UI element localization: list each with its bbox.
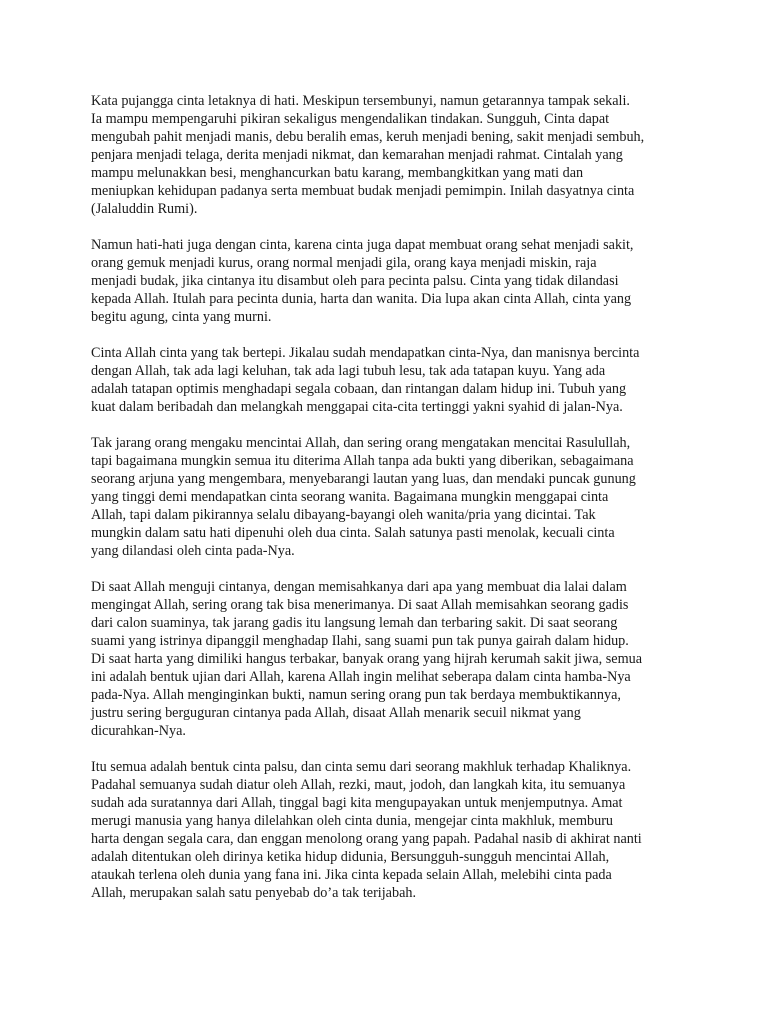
text-line: mungkin dalam satu hati dipenuhi oleh dua cinta. Salah satunya pasti menolak, kecuali cinta bbox=[91, 525, 615, 541]
text-line: begitu agung, cinta yang murni. bbox=[91, 309, 272, 325]
text-line: dari calon suaminya, tak jarang gadis itu langsung lemah dan terbaring sakit. Di saat seorang bbox=[91, 615, 618, 631]
text-line: dicurahkan-Nya. bbox=[91, 723, 186, 739]
text-line: mampu melunakkan besi, menghancurkan batu karang, membangkitkan yang mati dan bbox=[91, 165, 584, 181]
text-line: Kata pujangga cinta letaknya di hati. Meskipun tersembunyi, namun getarannya tampak sekali. bbox=[91, 93, 630, 109]
text-line: yang tinggi demi mendapatkan cinta seorang wanita. Bagaimana mungkin menggapai cinta bbox=[91, 489, 609, 505]
text-line: pada-Nya. Allah menginginkan bukti, namun sering orang pun tak berdaya membuktikannya, bbox=[91, 687, 621, 703]
text-line: orang gemuk menjadi kurus, orang normal menjadi gila, orang kaya menjadi miskin, raja bbox=[91, 255, 597, 271]
text-line: Allah, tapi dalam pikirannya selalu dibayang-bayangi oleh wanita/pria yang dicintai. Tak bbox=[91, 507, 596, 523]
text-line: seorang arjuna yang mengembara, menyebarangi lautan yang luas, dan mendaki puncak gunung bbox=[91, 471, 636, 487]
text-line: tapi bagaimana mungkin semua itu diterima Allah tanpa ada bukti yang diberikan, sebagaimana bbox=[91, 453, 634, 469]
text-line: penjara menjadi telaga, derita menjadi nikmat, dan kemarahan menjadi rahmat. Cintalah yang bbox=[91, 147, 623, 163]
document-page bbox=[91, 92, 701, 920]
text-line: Di saat Allah menguji cintanya, dengan memisahkanya dari apa yang membuat dia lalai dalam bbox=[91, 579, 627, 595]
paragraph-5 bbox=[91, 578, 701, 740]
text-line: adalah tatapan optimis menghadapi segala cobaan, dan rintangan dalam hidup ini. Tubuh yang bbox=[91, 381, 627, 397]
text-line: meniupkan kehidupan padanya serta membuat budak menjadi pemimpin. Inilah dasyatnya cinta bbox=[91, 183, 635, 199]
text-line: ini adalah bentuk ujian dari Allah, karena Allah ingin melihat seberapa dalam cinta hamba-Nya bbox=[91, 669, 631, 685]
text-line: adalah ditentukan oleh dirinya ketika hidup didunia, Bersungguh-sungguh mencintai Allah, bbox=[91, 849, 610, 865]
text-line: suami yang istrinya dipanggil menghadap Ilahi, sang suami pun tak punya gairah dalam hidup. bbox=[91, 633, 629, 649]
text-line: Cinta Allah cinta yang tak bertepi. Jikalau sudah mendapatkan cinta-Nya, dan manisnya bercinta bbox=[91, 345, 640, 361]
text-line: kuat dalam beribadah dan melangkah menggapai cita-cita tertinggi yakni syahid di jalan-Nya. bbox=[91, 399, 623, 415]
text-line: dengan Allah, tak ada lagi keluhan, tak ada lagi tubuh lesu, tak ada tatapan kuyu. Yang ada bbox=[91, 363, 606, 379]
text-line: Padahal semuanya sudah diatur oleh Allah, rezki, maut, jodoh, dan langkah kita, itu semuanya bbox=[91, 777, 626, 793]
paragraph-4 bbox=[91, 434, 701, 560]
text-line: Itu semua adalah bentuk cinta palsu, dan cinta semu dari seorang makhluk terhadap Khaliknya. bbox=[91, 759, 632, 775]
text-line: Namun hati-hati juga dengan cinta, karena cinta juga dapat membuat orang sehat menjadi sakit, bbox=[91, 237, 634, 253]
paragraph-2 bbox=[91, 236, 701, 326]
text-line: menjadi budak, jika cintanya itu disambut oleh para pecinta palsu. Cinta yang tidak dilandasi bbox=[91, 273, 619, 289]
text-line: harta dengan segala cara, dan enggan menolong orang yang papah. Padahal nasib di akhirat nanti bbox=[91, 831, 642, 847]
text-line: sudah ada suratannya dari Allah, tinggal bagi kita mengupayakan untuk menjemputnya. Amat bbox=[91, 795, 623, 811]
text-line: justru sering berguguran cintanya pada Allah, disaat Allah menarik secuil nikmat yang bbox=[91, 705, 581, 721]
paragraph-1 bbox=[91, 92, 701, 218]
paragraph-3 bbox=[91, 344, 701, 416]
text-line: mengingat Allah, sering orang tak bisa menerimanya. Di saat Allah memisahkan seorang gadis bbox=[91, 597, 629, 613]
text-line: kepada Allah. Itulah para pecinta dunia, harta dan wanita. Dia lupa akan cinta Allah, cinta yang bbox=[91, 291, 632, 307]
text-line: merugi manusia yang hanya dilelahkan oleh cinta dunia, mengejar cinta makhluk, memburu bbox=[91, 813, 614, 829]
text-line: (Jalaluddin Rumi). bbox=[91, 201, 198, 217]
paragraph-6 bbox=[91, 758, 701, 902]
text-line: Tak jarang orang mengaku mencintai Allah, dan sering orang mengatakan mencitai Rasulullah, bbox=[91, 435, 631, 451]
text-line: Allah, merupakan salah satu penyebab do’a tak terijabah. bbox=[91, 885, 417, 901]
text-line: Di saat harta yang dimiliki hangus terbakar, banyak orang yang hijrah kerumah sakit jiwa, semua bbox=[91, 651, 642, 667]
text-line: ataukah terlena oleh dunia yang fana ini. Jika cinta kepada selain Allah, melebihi cinta pada bbox=[91, 867, 612, 883]
text-line: mengubah pahit menjadi manis, debu beralih emas, keruh menjadi bening, sakit menjadi sembuh, bbox=[91, 129, 645, 145]
text-line: Ia mampu mempengaruhi pikiran sekaligus mengendalikan tindakan. Sungguh, Cinta dapat bbox=[91, 111, 610, 127]
text-line: yang dilandasi oleh cinta pada-Nya. bbox=[91, 543, 295, 559]
